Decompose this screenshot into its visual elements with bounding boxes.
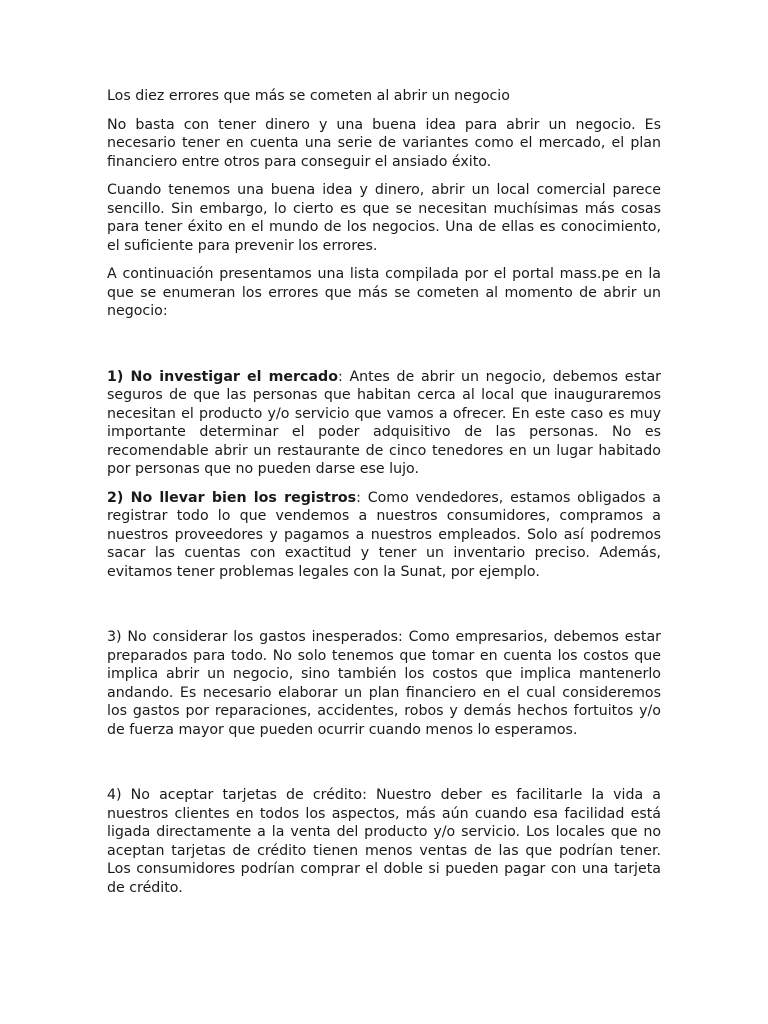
intro-paragraph-3: A continuación presentamos una lista compilada por el portal mass.pe en la que se enumeran los errores que más se cometen al momento de abrir un negocio:: [107, 266, 661, 319]
error-item-1-text: : Antes de abrir un negocio, debemos estar seguros de que las personas que habitan cerca al local que inauguraremos necesitan el producto y/o servicio que vamos a ofrecer. En este caso es muy importante determinar el poder adquisitivo de las personas. No es recomendable abrir un restaurante de cinco tenedores en un lugar habitado por personas que no pueden darse ese lujo.: [107, 368, 661, 477]
error-item-3: 3) No considerar los gastos inesperados: Como empresarios, debemos estar preparados para todo. No solo tenemos que tomar en cuenta los costos que implica abrir un negocio, sino también los costos que implica mantenerlo andando. Es necesario elaborar un plan financiero en el cual consideremos los gastos por reparaciones, accidentes, robos y demás hechos fortuitos y/o de fuerza mayor que pueden ocurrir cuando menos lo esperamos.: [107, 629, 661, 738]
error-item-2-text: : Como vendedores, estamos obligados a registrar todo lo que vendemos a nuestros consumidores, compramos a nuestros proveedores y pagamos a nuestros empleados. Solo así podremos sacar las cuentas con exactitud y tener un inventario preciso. Además, evitamos tener problemas legales con la Sunat, por ejemplo.: [107, 489, 661, 580]
intro-paragraph-2: Cuando tenemos una buena idea y dinero, abrir un local comercial parece sencillo. Sin embargo, lo cierto es que se necesitan muchísimas más cosas para tener éxito en el mundo de los negocios. Una de ellas es conocimiento, el suficiente para prevenir los errores.: [107, 182, 661, 254]
intro-paragraph-1: No basta con tener dinero y una buena idea para abrir un negocio. Es necesario tener en cuenta una serie de variantes como el mercado, el plan financiero entre otros para conseguir el ansiado éxito.: [107, 116, 661, 170]
document-page: [107, 87, 661, 897]
error-item-4: 4) No aceptar tarjetas de crédito: Nuestro deber es facilitarle la vida a nuestros clientes en todos los aspectos, más aún cuando esa facilidad está ligada directamente a la venta del producto y/o servicio. Los locales que no aceptan tarjetas de crédito tienen menos ventas de las que podrían tener. Los consumidores podrían comprar el doble si pueden pagar con una tarjeta de crédito.: [107, 787, 661, 896]
error-item-1: [107, 368, 661, 479]
error-item-2: [107, 489, 661, 582]
error-item-2-heading: 2) No llevar bien los registros: [107, 489, 357, 506]
document-title: Los diez errores que más se cometen al abrir un negocio: [107, 88, 510, 104]
error-item-1-heading: 1) No investigar el mercado: [107, 368, 338, 385]
